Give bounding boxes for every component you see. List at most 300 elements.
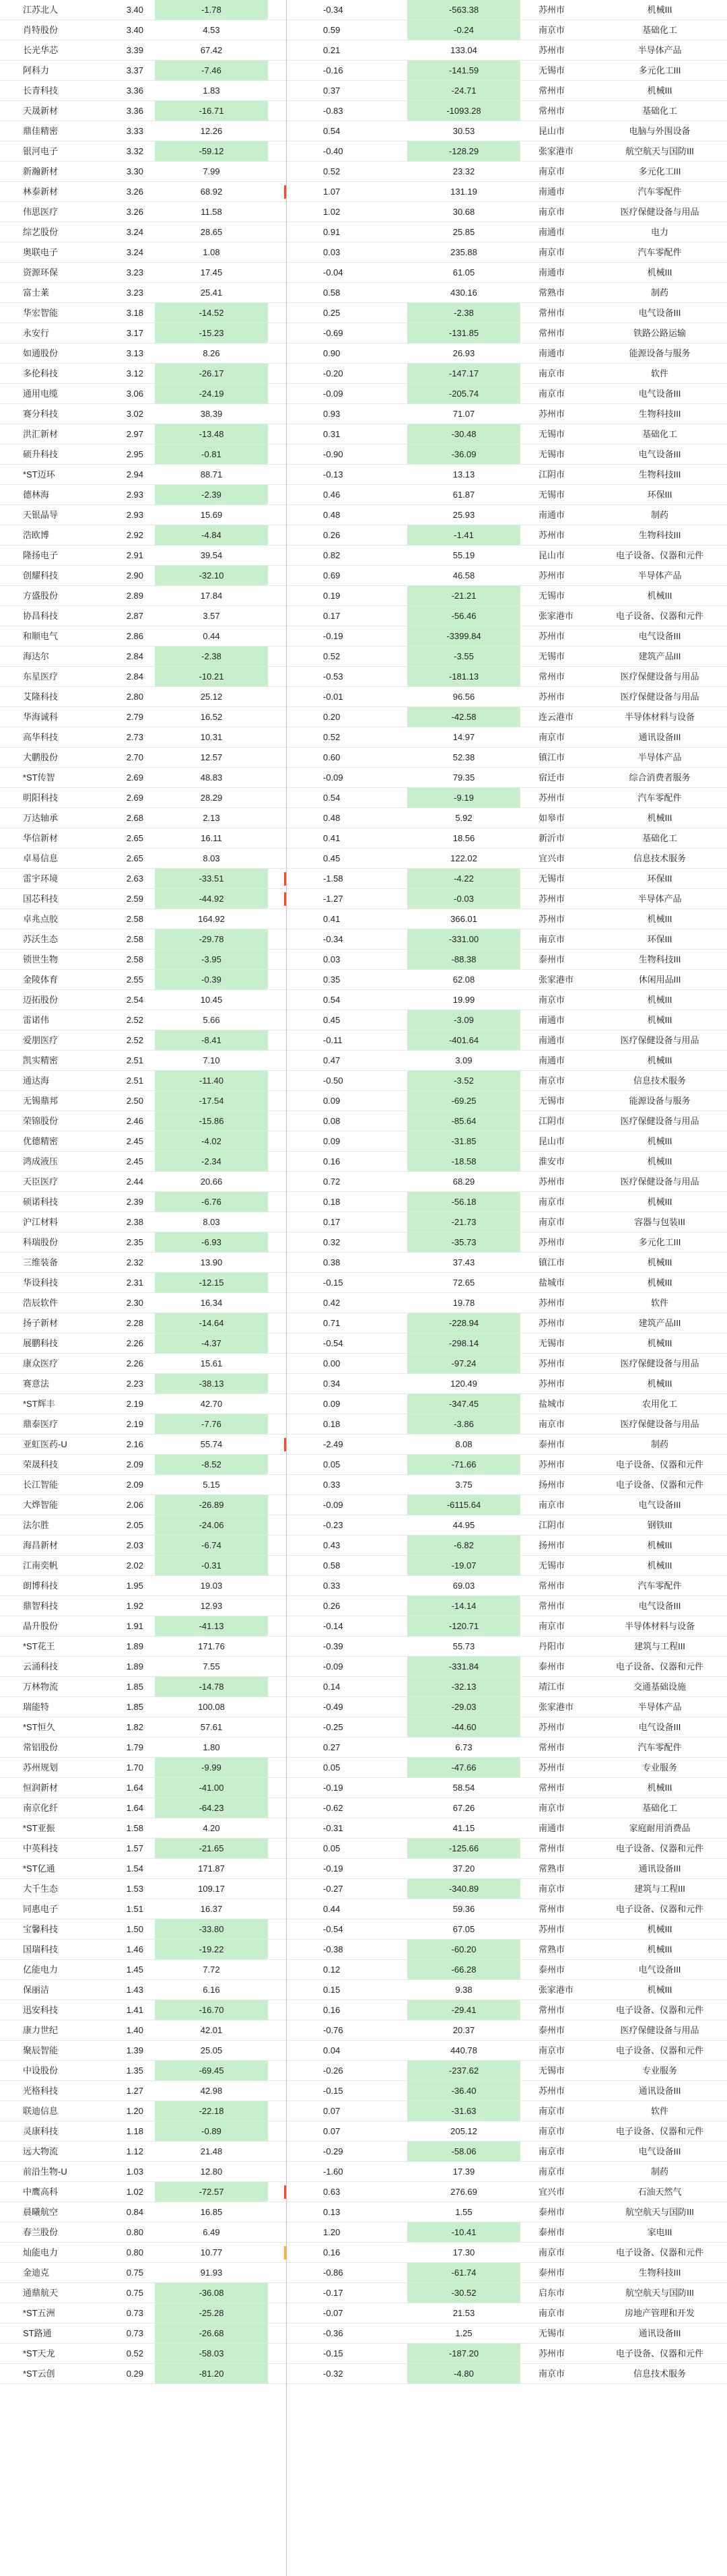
- table-row[interactable]: [0, 242, 727, 263]
- metric-one: -12.15: [155, 1273, 268, 1292]
- stock-name: *ST花王: [23, 1641, 55, 1651]
- table-row[interactable]: [0, 606, 727, 626]
- stock-name: 伟思医疗: [23, 207, 59, 217]
- table-row[interactable]: [0, 101, 727, 121]
- metric-one: 16.34: [200, 1298, 223, 1308]
- stock-name: 中英科技: [23, 1843, 59, 1853]
- metric-two: -0.50: [323, 1076, 343, 1086]
- change-percent: 2.93: [126, 510, 143, 520]
- table-row[interactable]: [0, 1535, 727, 1556]
- table-row[interactable]: [0, 1818, 727, 1839]
- table-row[interactable]: [0, 2101, 727, 2121]
- metric-one: -16.71: [155, 101, 268, 121]
- metric-three: -0.24: [407, 20, 520, 40]
- stock-name: 浩辰软件: [23, 1298, 59, 1308]
- table-row[interactable]: [0, 2344, 727, 2364]
- table-row[interactable]: [0, 162, 727, 182]
- industry: 生物科技III: [638, 954, 681, 964]
- city: 淮安市: [539, 1156, 565, 1166]
- city: 常州市: [539, 1904, 565, 1914]
- city: 苏州市: [539, 1379, 565, 1389]
- table-row[interactable]: [0, 626, 727, 647]
- table-row[interactable]: [0, 1758, 727, 1778]
- table-row[interactable]: [0, 1434, 727, 1455]
- table-row[interactable]: [0, 1475, 727, 1495]
- metric-one: 67.42: [200, 45, 223, 55]
- table-row[interactable]: [0, 707, 727, 727]
- table-row[interactable]: [0, 1192, 727, 1212]
- city: 张家港市: [539, 1985, 574, 1995]
- city: 无锡市: [539, 1096, 565, 1106]
- metric-one: 17.84: [200, 591, 223, 601]
- change-percent: 2.45: [126, 1136, 143, 1146]
- table-row[interactable]: [0, 121, 727, 141]
- table-row[interactable]: [0, 2182, 727, 2202]
- metric-three: 62.08: [452, 975, 475, 985]
- metric-one: 16.85: [200, 2207, 223, 2217]
- industry: 石油天然气: [637, 2187, 682, 2197]
- change-percent: 2.38: [126, 1217, 143, 1227]
- metric-one: -41.00: [155, 1778, 268, 1797]
- change-percent: 3.24: [126, 227, 143, 237]
- table-row[interactable]: [0, 1839, 727, 1859]
- metric-three: -35.73: [407, 1232, 520, 1252]
- metric-two: 0.12: [323, 1964, 341, 1975]
- industry: 钢铁III: [647, 1520, 672, 1530]
- metric-three: -3399.84: [407, 626, 520, 646]
- industry: 环保III: [647, 490, 672, 500]
- table-row[interactable]: [0, 384, 727, 404]
- city: 南京市: [539, 995, 565, 1005]
- metric-three: 25.93: [452, 510, 475, 520]
- city: 张家港市: [539, 975, 574, 985]
- stock-name: 科瑞股份: [23, 1237, 59, 1247]
- stock-name: *ST迈环: [23, 469, 55, 480]
- metric-two: 0.37: [323, 86, 341, 96]
- table-row[interactable]: [0, 1091, 727, 1111]
- metric-two: 0.19: [323, 591, 341, 601]
- table-row[interactable]: [0, 1152, 727, 1172]
- table-row[interactable]: [0, 950, 727, 970]
- industry: 电子设备、仪器和元件: [615, 2348, 703, 2358]
- table-row[interactable]: [0, 2202, 727, 2222]
- stock-name: 保丽洁: [23, 1985, 50, 1995]
- table-row[interactable]: [0, 1919, 727, 1940]
- stock-name: 扬子新材: [23, 1318, 59, 1328]
- metric-two: 0.59: [323, 25, 341, 35]
- table-row[interactable]: [0, 2041, 727, 2061]
- metric-three: 21.53: [452, 2308, 475, 2318]
- metric-two: 1.02: [323, 207, 341, 217]
- table-row[interactable]: [0, 1414, 727, 1434]
- metric-three: 30.68: [452, 207, 475, 217]
- table-row[interactable]: [0, 1576, 727, 1596]
- metric-one: -13.48: [155, 424, 268, 444]
- divider-marker: [284, 2185, 286, 2199]
- table-row[interactable]: [0, 1515, 727, 1535]
- industry: 通讯设备III: [638, 2086, 681, 2096]
- city: 常熟市: [539, 1944, 565, 1954]
- table-row[interactable]: [0, 505, 727, 525]
- metric-two: 0.14: [323, 1682, 341, 1692]
- stock-name: 浩欧博: [23, 530, 50, 540]
- industry: 交通基础设施: [633, 1682, 686, 1692]
- table-row[interactable]: [0, 1030, 727, 1051]
- table-row[interactable]: [0, 1172, 727, 1192]
- stock-name: 凯实精密: [23, 1055, 59, 1065]
- change-percent: 0.73: [126, 2308, 143, 2318]
- table-row[interactable]: [0, 323, 727, 343]
- metric-two: 0.52: [323, 166, 341, 176]
- metric-three: -205.74: [407, 384, 520, 403]
- city: 南通市: [539, 1035, 565, 1045]
- metric-one: 39.54: [200, 550, 223, 560]
- metric-two: -0.90: [323, 449, 343, 459]
- stock-name: 华海诚科: [23, 712, 59, 722]
- metric-three: -1093.28: [407, 101, 520, 121]
- metric-three: -331.84: [407, 1657, 520, 1676]
- metric-one: -7.46: [155, 61, 268, 80]
- metric-three: -31.85: [407, 1131, 520, 1151]
- industry: 软件: [650, 368, 668, 378]
- metric-two: -0.01: [323, 692, 343, 702]
- table-row[interactable]: [0, 909, 727, 929]
- change-percent: 3.23: [126, 288, 143, 298]
- industry: 机械III: [647, 1944, 672, 1954]
- metric-three: 61.87: [452, 490, 475, 500]
- stock-name: 新瀚新材: [23, 166, 59, 176]
- metric-three: -42.58: [407, 707, 520, 727]
- table-row[interactable]: [0, 303, 727, 323]
- table-row[interactable]: [0, 546, 727, 566]
- metric-one: -36.08: [155, 2283, 268, 2303]
- table-row[interactable]: [0, 485, 727, 505]
- table-row[interactable]: [0, 727, 727, 748]
- table-row[interactable]: [0, 1313, 727, 1333]
- table-row[interactable]: [0, 970, 727, 990]
- metric-three: -29.41: [407, 2000, 520, 2020]
- table-row[interactable]: [0, 828, 727, 849]
- table-row[interactable]: [0, 1899, 727, 1919]
- change-percent: 3.32: [126, 146, 143, 156]
- change-percent: 3.40: [126, 25, 143, 35]
- industry: 医疗保健设备与用品: [620, 1358, 699, 1368]
- table-row[interactable]: [0, 1778, 727, 1798]
- table-row[interactable]: [0, 768, 727, 788]
- change-percent: 2.58: [126, 934, 143, 944]
- change-percent: 1.91: [126, 1621, 143, 1631]
- stock-name: 银河电子: [23, 146, 59, 156]
- industry: 综合消费者服务: [629, 772, 691, 783]
- metric-two: -1.60: [323, 2167, 343, 2177]
- metric-three: 17.39: [452, 2167, 475, 2177]
- table-row[interactable]: [0, 1071, 727, 1091]
- table-row[interactable]: [0, 424, 727, 444]
- table-row[interactable]: [0, 2142, 727, 2162]
- city: 南京市: [539, 2308, 565, 2318]
- stock-name: 远大物流: [23, 2146, 59, 2156]
- table-row[interactable]: [0, 2323, 727, 2344]
- metric-one: 1.83: [203, 86, 220, 96]
- table-row[interactable]: [0, 2222, 727, 2243]
- metric-two: -0.09: [323, 1661, 343, 1672]
- table-row[interactable]: [0, 2081, 727, 2101]
- metric-three: -36.40: [407, 2081, 520, 2101]
- industry: 制药: [650, 288, 668, 298]
- stock-name: *ST云创: [23, 2369, 55, 2379]
- table-row[interactable]: [0, 849, 727, 869]
- table-row[interactable]: [0, 687, 727, 707]
- table-row[interactable]: [0, 1293, 727, 1313]
- table-row[interactable]: [0, 1738, 727, 1758]
- change-percent: 2.63: [126, 873, 143, 884]
- table-row[interactable]: [0, 2000, 727, 2020]
- change-percent: 2.80: [126, 692, 143, 702]
- metric-three: 235.88: [450, 247, 477, 257]
- metric-one: 1.08: [203, 247, 220, 257]
- city: 南通市: [539, 227, 565, 237]
- industry: 电子设备、仪器和元件: [615, 1480, 703, 1490]
- table-row[interactable]: [0, 1232, 727, 1253]
- metric-three: 430.16: [450, 288, 477, 298]
- table-row[interactable]: [0, 2061, 727, 2081]
- metric-one: -81.20: [155, 2364, 268, 2383]
- metric-one: 91.93: [200, 2268, 223, 2278]
- city: 南京市: [539, 2167, 565, 2177]
- table-row[interactable]: [0, 647, 727, 667]
- industry: 电气设备III: [638, 1722, 681, 1732]
- change-percent: 3.36: [126, 106, 143, 116]
- table-row[interactable]: [0, 1495, 727, 1515]
- metric-two: -0.15: [323, 2348, 343, 2358]
- table-row[interactable]: [0, 222, 727, 242]
- stock-name: *ST亿通: [23, 1863, 55, 1874]
- industry: 软件: [650, 1298, 668, 1308]
- table-row[interactable]: [0, 1879, 727, 1899]
- metric-three: -85.64: [407, 1111, 520, 1131]
- metric-two: -0.53: [323, 671, 343, 682]
- table-row[interactable]: [0, 1556, 727, 1576]
- industry: 机械III: [647, 1136, 672, 1146]
- metric-three: -3.09: [407, 1010, 520, 1030]
- table-row[interactable]: [0, 182, 727, 202]
- table-row[interactable]: [0, 1657, 727, 1677]
- table-row[interactable]: [0, 2020, 727, 2041]
- table-row[interactable]: [0, 1051, 727, 1071]
- city: 南通市: [539, 267, 565, 277]
- metric-three: -0.03: [407, 889, 520, 909]
- table-row[interactable]: [0, 1940, 727, 1960]
- industry: 机械III: [647, 1257, 672, 1267]
- city: 无锡市: [539, 2066, 565, 2076]
- table-row[interactable]: [0, 667, 727, 687]
- table-row[interactable]: [0, 1212, 727, 1232]
- table-row[interactable]: [0, 1374, 727, 1394]
- stock-name: 方盛股份: [23, 591, 59, 601]
- metric-one: -6.93: [155, 1232, 268, 1252]
- table-row[interactable]: [0, 20, 727, 40]
- city: 昆山市: [539, 126, 565, 136]
- metric-three: -30.52: [407, 2283, 520, 2303]
- table-row[interactable]: [0, 2283, 727, 2303]
- metric-three: -563.38: [407, 0, 520, 20]
- table-row[interactable]: [0, 929, 727, 950]
- metric-one: -32.10: [155, 566, 268, 585]
- metric-one: 15.69: [200, 510, 223, 520]
- city: 南京市: [539, 2369, 565, 2379]
- city: 张家港市: [539, 146, 574, 156]
- metric-three: -340.89: [407, 1879, 520, 1898]
- table-row[interactable]: [0, 61, 727, 81]
- stock-name: 卓易信息: [23, 853, 59, 863]
- metric-two: 0.31: [323, 429, 341, 439]
- metric-one: -15.23: [155, 323, 268, 343]
- metric-three: -6115.64: [407, 1495, 520, 1515]
- table-row[interactable]: [0, 1798, 727, 1818]
- table-row[interactable]: [0, 1717, 727, 1738]
- table-row[interactable]: [0, 788, 727, 808]
- industry: 电气设备III: [638, 1500, 681, 1510]
- divider-marker: [284, 1438, 286, 1451]
- stock-name: 东星医疗: [23, 671, 59, 682]
- metric-two: -0.34: [323, 5, 343, 15]
- metric-three: 55.19: [452, 550, 475, 560]
- table-row[interactable]: [0, 1960, 727, 1980]
- table-row[interactable]: [0, 1859, 727, 1879]
- table-row[interactable]: [0, 283, 727, 303]
- table-row[interactable]: [0, 1131, 727, 1152]
- metric-one: -26.89: [155, 1495, 268, 1515]
- table-row[interactable]: [0, 2263, 727, 2283]
- table-row[interactable]: [0, 748, 727, 768]
- table-row[interactable]: [0, 465, 727, 485]
- metric-three: -21.73: [407, 1212, 520, 1232]
- metric-two: 0.38: [323, 1257, 341, 1267]
- table-row[interactable]: [0, 808, 727, 828]
- stock-name: 鸿成液压: [23, 1156, 59, 1166]
- industry: 生物科技III: [638, 409, 681, 419]
- metric-two: 0.45: [323, 853, 341, 863]
- table-row[interactable]: [0, 444, 727, 465]
- industry: 半导体产品: [637, 570, 682, 581]
- table-row[interactable]: [0, 263, 727, 283]
- table-row[interactable]: [0, 1333, 727, 1354]
- table-row[interactable]: [0, 81, 727, 101]
- industry: 电子设备、仪器和元件: [615, 1661, 703, 1672]
- table-row[interactable]: [0, 869, 727, 889]
- city: 泰州市: [539, 1964, 565, 1975]
- metric-one: -25.28: [155, 2303, 268, 2323]
- table-row[interactable]: [0, 1616, 727, 1637]
- table-row[interactable]: [0, 2162, 727, 2182]
- metric-three: 19.99: [452, 995, 475, 1005]
- table-row[interactable]: [0, 1677, 727, 1697]
- stock-name: 赛意法: [23, 1379, 50, 1389]
- table-row[interactable]: [0, 2364, 727, 2384]
- city: 南通市: [539, 1055, 565, 1065]
- stock-name: 金迪克: [23, 2268, 50, 2278]
- table-row[interactable]: [0, 0, 727, 20]
- city: 苏州市: [539, 2086, 565, 2096]
- metric-one: -21.65: [155, 1839, 268, 1858]
- metric-one: 7.55: [203, 1661, 220, 1672]
- metric-three: 67.05: [452, 1924, 475, 1934]
- metric-three: 122.02: [450, 853, 477, 863]
- table-row[interactable]: [0, 202, 727, 222]
- table-row[interactable]: [0, 1354, 727, 1374]
- metric-two: 0.52: [323, 651, 341, 661]
- change-percent: 2.28: [126, 1318, 143, 1328]
- table-row[interactable]: [0, 404, 727, 424]
- change-percent: 3.33: [126, 126, 143, 136]
- table-row[interactable]: [0, 1273, 727, 1293]
- stock-name: 沪江材料: [23, 1217, 59, 1227]
- industry: 电脑与外围设备: [629, 126, 691, 136]
- table-row[interactable]: [0, 1010, 727, 1030]
- metric-two: -0.19: [323, 631, 343, 641]
- table-row[interactable]: [0, 1253, 727, 1273]
- metric-three: -228.94: [407, 1313, 520, 1333]
- table-row[interactable]: [0, 343, 727, 364]
- table-row[interactable]: [0, 141, 727, 162]
- metric-one: 25.12: [200, 692, 223, 702]
- metric-one: -4.02: [155, 1131, 268, 1151]
- city: 南京市: [539, 1803, 565, 1813]
- table-row[interactable]: [0, 364, 727, 384]
- metric-one: 28.29: [200, 793, 223, 803]
- metric-one: -4.84: [155, 525, 268, 545]
- city: 泰州市: [539, 2268, 565, 2278]
- industry: 电子设备、仪器和元件: [615, 611, 703, 621]
- stock-name: 国芯科技: [23, 894, 59, 904]
- city: 苏州市: [539, 914, 565, 924]
- table-row[interactable]: [0, 990, 727, 1010]
- table-row[interactable]: [0, 40, 727, 61]
- table-row[interactable]: [0, 1980, 727, 2000]
- industry: 半导体产品: [637, 752, 682, 762]
- table-row[interactable]: [0, 2121, 727, 2142]
- change-percent: 1.64: [126, 1783, 143, 1793]
- change-percent: 3.39: [126, 45, 143, 55]
- table-row[interactable]: [0, 1637, 727, 1657]
- change-percent: 2.59: [126, 894, 143, 904]
- stock-name: ST路通: [23, 2328, 52, 2338]
- city: 泰州市: [539, 2025, 565, 2035]
- change-percent: 3.26: [126, 207, 143, 217]
- table-row[interactable]: [0, 1455, 727, 1475]
- city: 泰州市: [539, 1661, 565, 1672]
- table-row[interactable]: [0, 566, 727, 586]
- change-percent: 2.86: [126, 631, 143, 641]
- metric-three: 9.38: [455, 1985, 473, 1995]
- table-row[interactable]: [0, 1111, 727, 1131]
- table-row[interactable]: [0, 586, 727, 606]
- metric-three: 3.09: [455, 1055, 473, 1065]
- table-row[interactable]: [0, 2243, 727, 2263]
- stock-name: 永安行: [23, 328, 50, 338]
- stock-name: 亿能电力: [23, 1964, 59, 1975]
- table-row[interactable]: [0, 1697, 727, 1717]
- city: 扬州市: [539, 1480, 565, 1490]
- table-row[interactable]: [0, 889, 727, 909]
- table-row[interactable]: [0, 1596, 727, 1616]
- table-row[interactable]: [0, 525, 727, 546]
- change-percent: 1.54: [126, 1863, 143, 1874]
- stock-name: *ST亚振: [23, 1823, 55, 1833]
- table-row[interactable]: [0, 2303, 727, 2323]
- table-row[interactable]: [0, 1394, 727, 1414]
- stock-name: 赛分科技: [23, 409, 59, 419]
